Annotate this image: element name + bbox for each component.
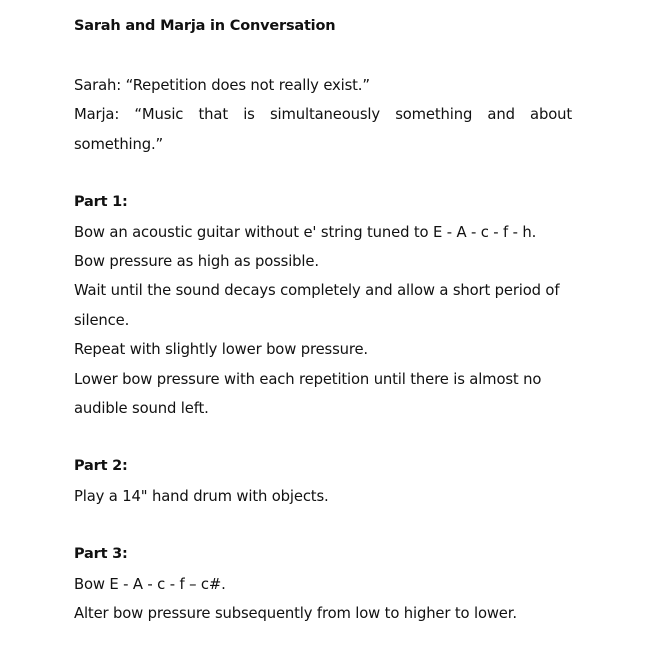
part-1-heading: Part 1: — [74, 194, 128, 211]
part-3-heading: Part 3: — [74, 546, 128, 563]
part-1-line: Repeat with slightly lower bow pressure. — [74, 341, 368, 359]
document-page — [74, 14, 572, 629]
quote-sarah: Sarah: “Repetition does not really exist.” — [74, 77, 370, 94]
part-2-line: Play a 14" hand drum with objects. — [74, 487, 329, 505]
part-1-line: Bow pressure as high as possible. — [74, 253, 319, 271]
document-title: Sarah and Marja in Conversation — [74, 18, 336, 34]
part-1-line: Lower bow pressure with each repetition until there is almost no audible sound left. — [74, 370, 542, 418]
part-1-section — [74, 188, 572, 423]
part-2-section — [74, 452, 572, 511]
part-1-line: Bow an acoustic guitar without e' string tuned to E - A - c - f - h. — [74, 223, 537, 241]
part-1-line: Wait until the sound decays completely and allow a short period of silence. — [74, 282, 560, 329]
part-3-line: Alter bow pressure subsequently from low to higher to lower. — [74, 605, 517, 623]
quote-block — [74, 71, 572, 159]
part-3-section — [74, 540, 572, 628]
part-2-heading: Part 2: — [74, 458, 128, 475]
part-3-line: Bow E - A - c - f – c#. — [74, 575, 226, 593]
quote-marja: Marja: “Music that is simultaneously something and about something.” — [74, 106, 572, 153]
